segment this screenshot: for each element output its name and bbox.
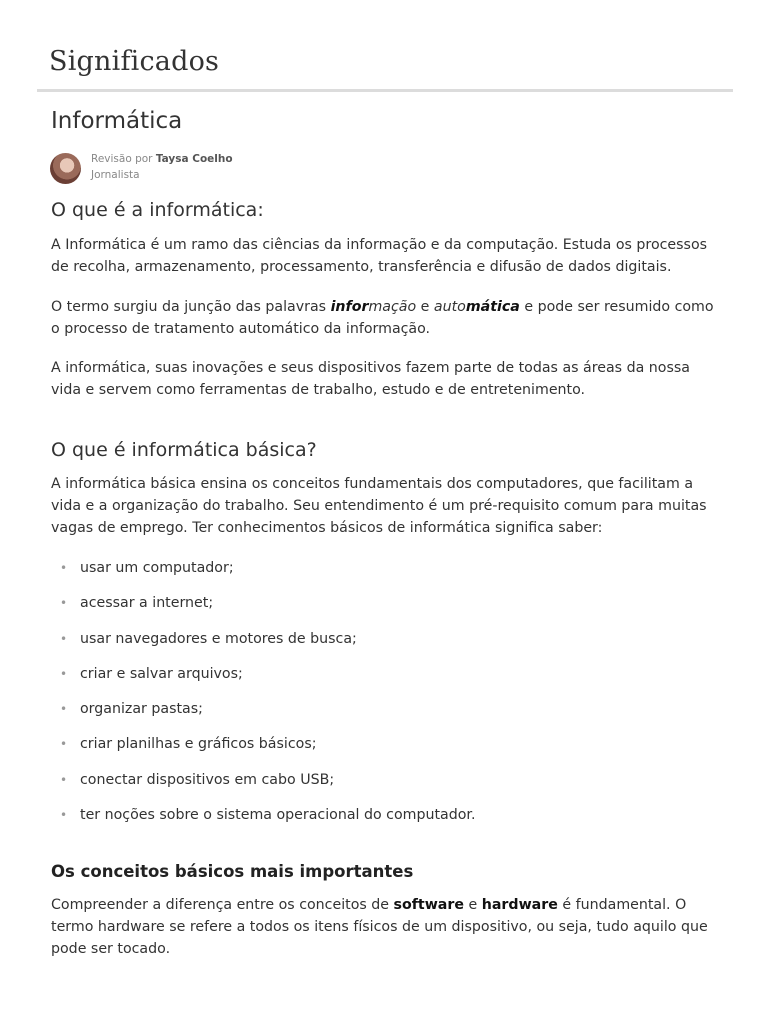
list-item-text: usar navegadores e motores de busca; [80, 630, 357, 647]
basic-skills-list [51, 557, 711, 839]
list-item-text: acessar a internet; [80, 595, 214, 612]
term-software: software [393, 897, 464, 913]
origin-text-after: e pode ser resumido como o processo de tratamento automático da informação. [51, 299, 714, 337]
list-item-text: usar um computador; [80, 560, 234, 576]
author-avatar[interactable] [50, 153, 81, 184]
origin-word1-rest: mação [368, 299, 417, 315]
list-item-text: criar planilhas e gráficos básicos; [80, 736, 317, 753]
list-item-text: ter noções sobre o sistema operacional do computador. [80, 807, 476, 824]
concepts-text-before: Compreender a diferença entre os conceitos de [51, 897, 394, 913]
bullet-icon: • [60, 808, 68, 823]
bullet-icon: • [60, 702, 68, 717]
paragraph-innovations: A informática, suas inovações e seus dispositivos fazem parte de todas as áreas da nossa vida e servem como ferramentas de trabalho, estudo e de entretenimento. [51, 360, 690, 398]
origin-word2-start: auto [433, 299, 466, 315]
section-heading-concepts: Os conceitos básicos mais importantes [51, 862, 414, 881]
origin-text-before: O termo surgiu da junção das palavras [51, 299, 331, 315]
concepts-text-after: é fundamental. O termo hardware se refere a todos os itens físicos de um dispositivo, ou seja, tudo aquilo que pode ser tocado. [51, 897, 708, 957]
list-item [51, 628, 711, 663]
author-prefix: Revisão por [91, 153, 153, 165]
bullet-icon: • [60, 631, 68, 646]
list-item [51, 592, 711, 627]
section-heading-basic: O que é informática básica? [51, 439, 317, 461]
paragraph-origin [51, 296, 723, 340]
author-credit [91, 153, 233, 165]
list-item [51, 804, 711, 839]
bullet-icon: • [60, 596, 68, 611]
list-item [51, 769, 711, 804]
list-item [51, 663, 711, 698]
page-title: Informática [51, 108, 183, 134]
paragraph-concepts [51, 894, 723, 960]
origin-text-between: e [416, 299, 434, 315]
site-header [37, 44, 733, 92]
list-item-text: criar e salvar arquivos; [80, 665, 243, 682]
author-name[interactable]: Taysa Coelho [155, 153, 233, 165]
site-logo[interactable]: Significados [49, 46, 220, 77]
list-item [51, 698, 711, 733]
origin-word2-bold: mática [465, 299, 520, 315]
bullet-icon: • [60, 737, 68, 752]
list-item-text: organizar pastas; [80, 701, 203, 718]
list-item [51, 733, 711, 768]
bullet-icon: • [60, 666, 68, 681]
section-heading-what-is: O que é a informática: [51, 199, 264, 221]
paragraph-definition: A Informática é um ramo das ciências da informação e da computação. Estuda os processos de recolha, armazenamento, processamento, transferência e difusão de dados digitais. [51, 237, 708, 275]
term-hardware: hardware [481, 897, 558, 913]
origin-word1-bold: infor [330, 299, 369, 315]
author-role: Jornalista [91, 169, 140, 181]
list-item-text: conectar dispositivos em cabo USB; [80, 771, 335, 788]
paragraph-basic: A informática básica ensina os conceitos fundamentais dos computadores, que facilitam a vida e a organização do trabalho. Seu entendimento é um pré-requisito comum para muitas vagas de emprego. Ter conhecimentos básicos de informática significa saber: [51, 476, 707, 536]
list-item [51, 557, 711, 592]
bullet-icon: • [60, 772, 68, 787]
concepts-text-between: e [464, 897, 482, 913]
bullet-icon: • [60, 561, 68, 575]
